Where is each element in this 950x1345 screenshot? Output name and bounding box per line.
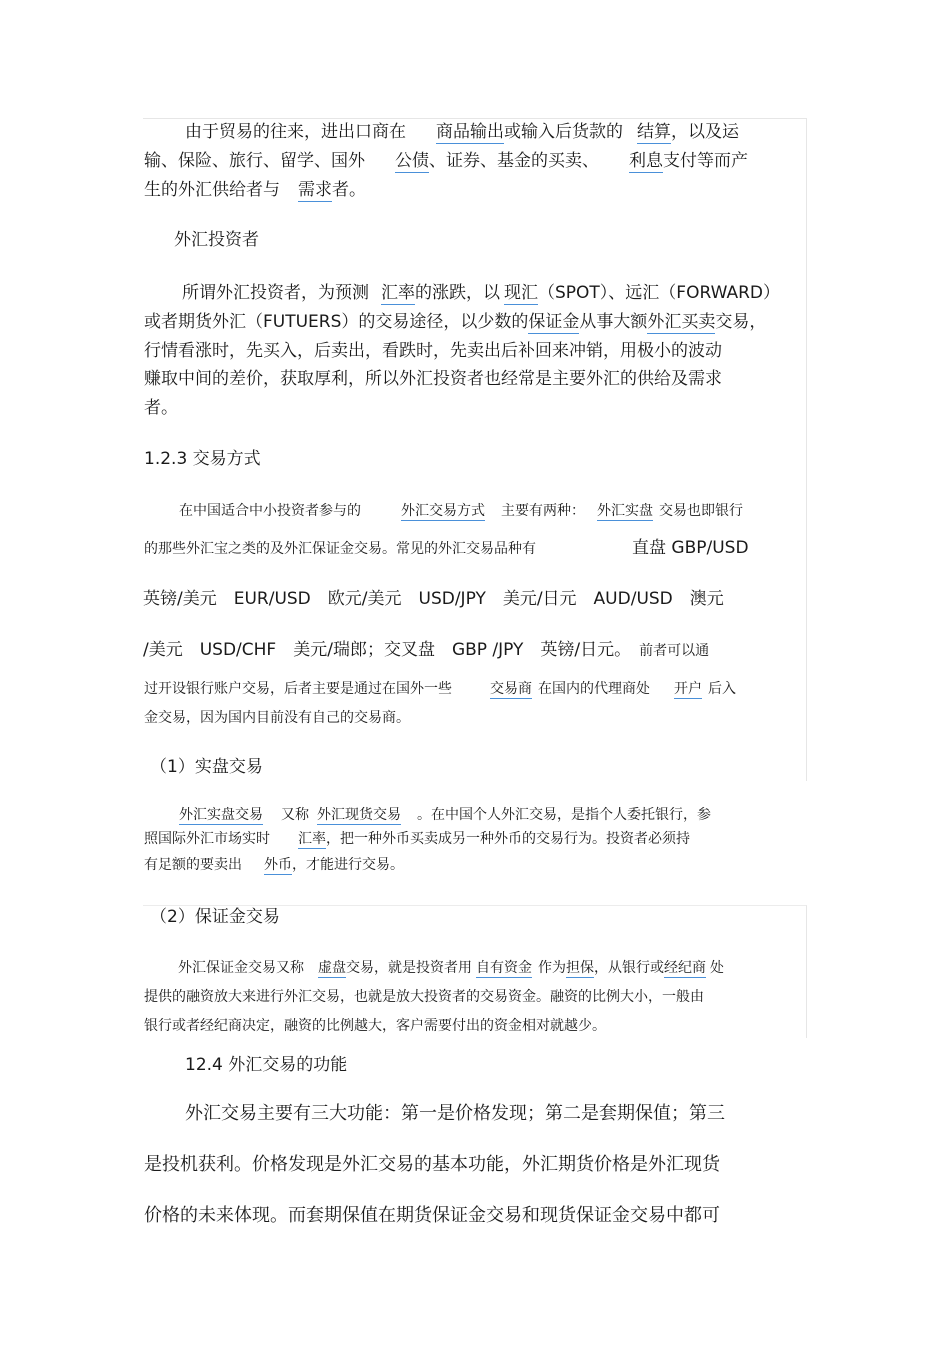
paragraph-line: 银行或者经纪商决定，融资的比例越大，客户需要付出的资金相对就越少。 — [144, 1018, 606, 1034]
paragraph-line: 所谓外汇投资者，为预测 汇率的涨跌，以 现汇（SPOT）、远汇（FORWARD） — [182, 283, 781, 303]
paragraph-line: 英镑/美元 EUR/USD 欧元/美元 USD/JPY 美元/日元 AUD/USD 澳元 — [143, 589, 724, 609]
link-interest[interactable]: 利息 — [629, 151, 663, 171]
paragraph-line: 外汇实盘交易 又称 外汇现货交易 。在中国个人外汇交易，是指个人委托银行，参 — [179, 807, 711, 823]
heading-functions: 12.4 外汇交易的功能 — [185, 1055, 348, 1075]
paragraph-line: 照国际外汇市场实时 汇率，把一种外币买卖成另一种外币的交易行为。投资者必须持 — [144, 831, 690, 847]
link-bonds[interactable]: 公债 — [395, 151, 429, 171]
paragraph-line: 者。 — [144, 398, 178, 418]
link-margin[interactable]: 保证金 — [528, 312, 580, 332]
link-settlement[interactable]: 结算 — [637, 122, 671, 142]
link-goods-export[interactable]: 商品输出 — [436, 122, 504, 142]
link-spot-forex[interactable]: 外汇实盘交易 — [179, 807, 263, 823]
link-broker[interactable]: 经纪商 — [664, 960, 706, 976]
link-exchange-rate[interactable]: 汇率 — [381, 283, 415, 303]
paragraph-line: 提供的融资放大来进行外汇交易，也就是放大投资者的交易资金。融资的比例大小，一般由 — [144, 989, 704, 1005]
link-foreign-currency[interactable]: 外币 — [264, 857, 292, 873]
paragraph-line: 过开设银行账户交易，后者主要是通过在国外一些 交易商 在国内的代理商处 开户 后入 — [144, 681, 736, 697]
paragraph-line: /美元 USD/CHF 美元/瑞郎；交叉盘 GBP /JPY 英镑/日元。 前者可以通 — [143, 640, 710, 660]
link-open-account[interactable]: 开户 — [674, 681, 702, 697]
heading-investor: 外汇投资者 — [174, 230, 259, 250]
link-forex-cash[interactable]: 外汇现货交易 — [317, 807, 401, 823]
link-spot-trading[interactable]: 外汇实盘 — [597, 503, 653, 519]
paragraph-line: 外汇交易主要有三大功能：第一是价格发现；第二是套期保值；第三 — [185, 1103, 725, 1124]
paragraph-line: 生的外汇供给者与 需求者。 — [144, 180, 366, 200]
paragraph-line: 由于贸易的往来，进出口商在 商品输出或输入后货款的 结算，以及运 — [185, 122, 739, 142]
paragraph-line: 有足额的要卖出 外币，才能进行交易。 — [144, 857, 404, 873]
heading-spot-trading: （1）实盘交易 — [150, 757, 263, 777]
paragraph-line: 外汇保证金交易又称 虚盘交易，就是投资者用 自有资金 作为担保，从银行或经纪商 处 — [178, 960, 724, 976]
link-guarantee[interactable]: 担保 — [566, 960, 594, 976]
link-demand[interactable]: 需求 — [298, 180, 332, 200]
paragraph-line: 的那些外汇宝之类的及外汇保证金交易。常见的外汇交易品种有 直盘 GBP/USD — [144, 538, 749, 558]
paragraph-line: 在中国适合中小投资者参与的 外汇交易方式 主要有两种： 外汇实盘 交易也即银行 — [179, 503, 743, 519]
paragraph-line: 金交易，因为国内目前没有自己的交易商。 — [144, 710, 410, 726]
paragraph-line: 赚取中间的差价，获取厚利，所以外汇投资者也经常是主要外汇的供给及需求 — [144, 369, 722, 389]
link-forex-trading[interactable]: 外汇买卖 — [647, 312, 716, 332]
link-spot[interactable]: 现汇 — [504, 283, 538, 303]
paragraph-line: 价格的未来体现。而套期保值在期货保证金交易和现货保证金交易中都可 — [144, 1205, 720, 1226]
paragraph-line: 输、保险、旅行、留学、国外 公债、证券、基金的买卖、 利息支付等而产 — [144, 151, 748, 171]
paragraph-line: 行情看涨时，先买入，后卖出，看跌时，先卖出后补回来冲销，用极小的波动 — [144, 341, 722, 361]
heading-margin-trading: （2）保证金交易 — [150, 907, 280, 927]
paragraph-line: 是投机获利。价格发现是外汇交易的基本功能，外汇期货价格是外汇现货 — [144, 1154, 720, 1175]
paragraph-line: 或者期货外汇（FUTUERS）的交易途径，以少数的保证金从事大额外汇买卖交易， — [144, 312, 767, 332]
link-virtual[interactable]: 虚盘 — [318, 960, 346, 976]
link-trading-method[interactable]: 外汇交易方式 — [401, 503, 485, 519]
link-dealer[interactable]: 交易商 — [490, 681, 532, 697]
heading-trading-methods: 1.2.3 交易方式 — [144, 449, 261, 469]
link-exchange-rate-2[interactable]: 汇率 — [298, 831, 326, 847]
link-own-funds[interactable]: 自有资金 — [476, 960, 532, 976]
